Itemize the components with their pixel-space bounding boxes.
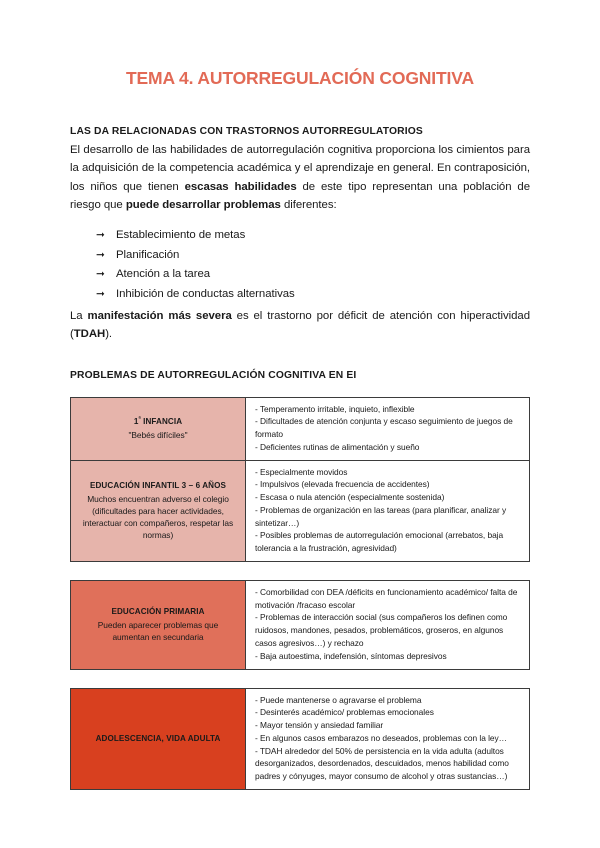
list-item [96,226,530,246]
problems-table [70,397,530,790]
content-line: - Escasa o nula atención (especialmente sostenida) [255,492,445,503]
arrow-right-icon: ➞ [96,248,105,261]
table-row-content-cell [246,689,529,789]
content-line: - Baja autoestima, indefensión, síntomas depresivos [255,650,447,661]
list-item-label: Atención a la tarea [116,268,211,281]
content-line: - Puede mantenerse o agravarse el problema [255,694,422,705]
table-row-label: EDUCACIÓN PRIMARIA [111,607,205,617]
content-line: - Impulsivos (elevada frecuencia de accidentes) [255,479,430,490]
list-item-label: Planificación [116,248,180,261]
intro-text-3: diferentes: [280,199,337,212]
list-item [96,265,530,285]
intro-closing-paragraph [70,307,530,344]
content-line: - TDAH alrededor del 50% de persistencia en la vida adulta (adultos desorganizados, desordenados, descuidados, menos habilidad como padres y cónyuges, mayor consumo de alcohol y otras sustancias…) [255,745,509,782]
content-line: - Problemas de interacción social (sus compañeros los definen como ruidosos, mandones, pesados, problemáticos, groseros, en algunos casos agresivos…) y rechazo [255,612,508,649]
list-item-label: Establecimiento de metas [116,229,246,242]
page-title: TEMA 4. AUTORREGULACIÓN COGNITIVA [126,68,474,88]
table-row-label-cell [71,581,246,669]
intro-text-2: de este tipo representan una población de riesgo que [70,180,530,212]
intro-bullet-list [70,226,530,304]
table-row [70,397,530,460]
content-line: - Comorbilidad con DEA /déficits en funcionamiento académico/ falta de motivación /fracaso escolar [255,586,518,610]
table-row-label-cell [71,398,246,460]
table-row-label: ADOLESCENCIA, VIDA ADULTA [95,733,221,743]
arrow-right-icon: ➞ [96,229,105,242]
list-item [96,246,530,266]
intro-text-1: El desarrollo de las habilidades de autorregulación cognitiva proporciona los cimientos para la adquisición de la competencia académica y el aprendizaje en general. En contraposición, los niños que tienen [70,143,530,193]
content-line: - Temperamento irritable, inquieto, inflexible [255,403,415,414]
section-heading-trastornos: LAS DA RELACIONADAS CON TRASTORNOS AUTORREGULATORIOS [70,126,423,137]
intro-bold-2: puede desarrollar problemas [125,199,281,212]
table-row-label: $1^ª$ INFANCIA [133,416,183,427]
table-row-sublabel: Muchos encuentran adverso el colegio (dificultades para hacer actividades, interactuar con compañeros, respetar las normas) [82,493,234,541]
table-row-sublabel: Pueden aparecer problemas que aumentan en secundaria [97,619,219,643]
table-row-label-cell [71,461,246,561]
list-item-label: Inhibición de conductas alternativas [116,287,295,300]
table-row-label: EDUCACIÓN INFANTIL 3 – 6 AÑOS [89,481,226,491]
content-line: - Posibles problemas de autorregulación emocional (arrebatos, baja tolerancia a la frustración, agresividad) [255,530,504,554]
content-line: - En algunos casos embarazos no deseados, problemas con la ley… [255,732,507,743]
intro-paragraph [70,141,530,215]
content-line: - Especialmente movidos [255,466,348,477]
table-row [70,460,530,562]
table-row [70,688,530,790]
content-line: - Deficientes rutinas de alimentación y sueño [255,441,420,452]
closing-bold-2: TDAH [73,328,106,341]
closing-text-2: es el trastorno por déficit de atención con hiperactividad ( [70,309,530,341]
table-row-label-cell [71,689,246,789]
arrow-right-icon: ➞ [96,268,105,281]
table-row [70,580,530,670]
content-line: - Mayor tensión y ansiedad familiar [255,720,384,731]
intro-bold-1: escasas habilidades [184,180,297,193]
content-line: - Problemas de organización en las tareas (para planificar, analizar y sintetizar…) [255,504,507,528]
list-item [96,285,530,305]
closing-text-1: La [70,309,88,322]
table-row-content-cell [246,461,529,561]
section-heading-problemas: PROBLEMAS DE AUTORREGULACIÓN COGNITIVA EN EI [70,369,357,381]
content-line: - Dificultades de atención conjunta y escaso seguimiento de juegos de formato [255,416,513,440]
table-row-content-cell [246,398,529,460]
table-row-sublabel: "Bebés difíciles" [128,430,188,441]
arrow-right-icon: ➞ [96,287,105,300]
closing-bold-1: manifestación más severa [87,309,232,322]
content-line: - Desinterés académico/ problemas emocionales [255,707,434,718]
closing-text-3: ). [105,328,113,341]
table-row-content-cell [246,581,529,669]
